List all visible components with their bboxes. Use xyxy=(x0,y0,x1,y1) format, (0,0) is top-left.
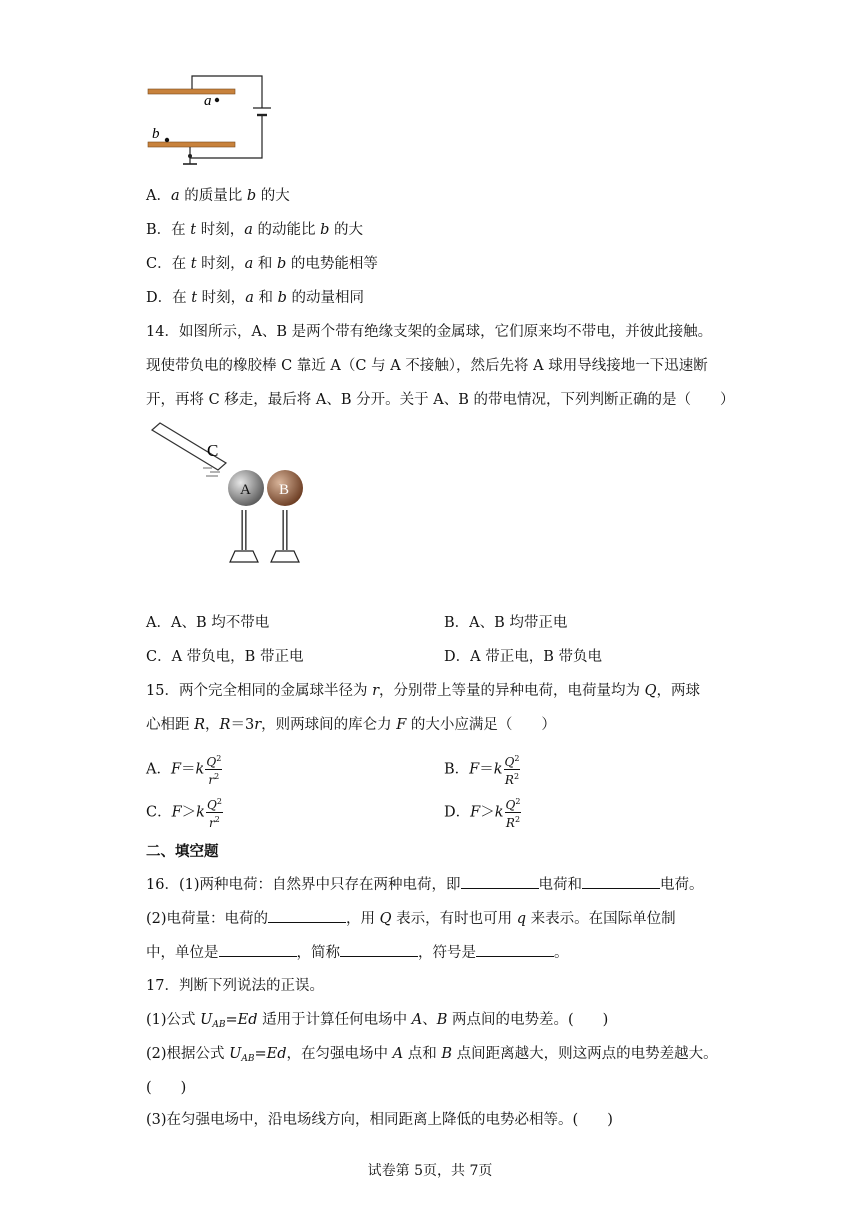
point-a-label: a xyxy=(204,93,212,109)
ball-b-label: B xyxy=(279,482,290,498)
answer-blank[interactable] xyxy=(461,874,539,889)
q13-option-d: D．在 t 时刻，a 和 b 的动量相同 xyxy=(146,290,364,306)
page-footer: 试卷第 5页，共 7页 xyxy=(367,1163,493,1179)
q14-stem-line1: 14．如图所示，A、B 是两个带有绝缘支架的金属球，它们原来均不带电，并彼此接触。 xyxy=(146,324,713,340)
q17-title: 17．判断下列说法的正误。 xyxy=(146,978,324,994)
q15-option-a: A．F＝k $\frac{Q^2}{r^2}$ xyxy=(146,754,222,787)
q17-statement-2-paren: ( ) xyxy=(146,1080,187,1096)
answer-blank[interactable] xyxy=(268,908,346,923)
q17-statement-3: (3)在匀强电场中，沿电场线方向，相同距离上降低的电势必相等。( ) xyxy=(146,1112,613,1128)
q13-option-c: C．在 t 时刻，a 和 b 的电势能相等 xyxy=(146,256,378,272)
q15-option-d: D．F＞k $\frac{Q^2}{R^2}$ xyxy=(444,797,521,830)
ball-a-label: A xyxy=(240,482,251,498)
capacitor-figure xyxy=(140,70,280,170)
q15-stem-line1: 15．两个完全相同的金属球半径为 r，分别带上等量的异种电荷，电荷量均为 Q，两球 xyxy=(146,683,700,699)
q14-option-d: D．A 带正电，B 带负电 xyxy=(444,649,602,665)
q13-option-b: B．在 t 时刻，a 的动能比 b 的大 xyxy=(146,222,363,238)
q14-option-c: C．A 带负电，B 带正电 xyxy=(146,649,304,665)
rod-c-label: C xyxy=(207,441,219,460)
q16-line3: 中，单位是 ，简称 ，符号是 。 xyxy=(146,942,569,963)
q15-option-c: C．F＞k $\frac{Q^2}{r^2}$ xyxy=(146,797,222,830)
q13-option-a: A．a 的质量比 b 的大 xyxy=(146,188,290,204)
q17-statement-2: (2)根据公式 $U_{AB}=Ed$，在匀强电场中 A 点和 B 点间距离越大，则这两点的电势差越大。 xyxy=(146,1046,718,1064)
q16-line1: 16．(1)两种电荷：自然界中只存在两种电荷，即 电荷和 电荷。 xyxy=(146,874,704,895)
q16-line2: (2)电荷量：电荷的 ，用 Q 表示，有时也可用 q 来表示。在国际单位制 xyxy=(146,908,676,929)
answer-blank[interactable] xyxy=(340,942,418,957)
q17-statement-1: (1)公式 $U_{AB}=Ed$ 适用于计算任何电场中 A、B 两点间的电势差。( ) xyxy=(146,1012,609,1030)
q14-stem-line2: 现使带负电的橡胶棒 C 靠近 A（C 与 A 不接触），然后先将 A 球用导线接地一下迅速断 xyxy=(146,358,708,374)
section-title-fill-in: 二、填空题 xyxy=(146,843,219,860)
q15-stem-line2: 心相距 R，R＝3r，则两球间的库仑力 F 的大小应满足（ ） xyxy=(146,717,556,733)
answer-blank[interactable] xyxy=(582,874,660,889)
answer-blank[interactable] xyxy=(219,942,297,957)
electroscope-figure xyxy=(140,420,340,590)
answer-blank[interactable] xyxy=(476,942,554,957)
q14-option-b: B．A、B 均带正电 xyxy=(444,615,568,631)
q14-stem-line3: 开，再将 C 移走，最后将 A、B 分开。关于 A、B 的带电情况，下列判断正确的是（ ） xyxy=(146,392,735,408)
q15-option-b: B．F＝k $\frac{Q^2}{R^2}$ xyxy=(444,754,520,787)
q14-option-a: A．A、B 均不带电 xyxy=(146,615,270,631)
point-b-label: b xyxy=(152,126,160,142)
